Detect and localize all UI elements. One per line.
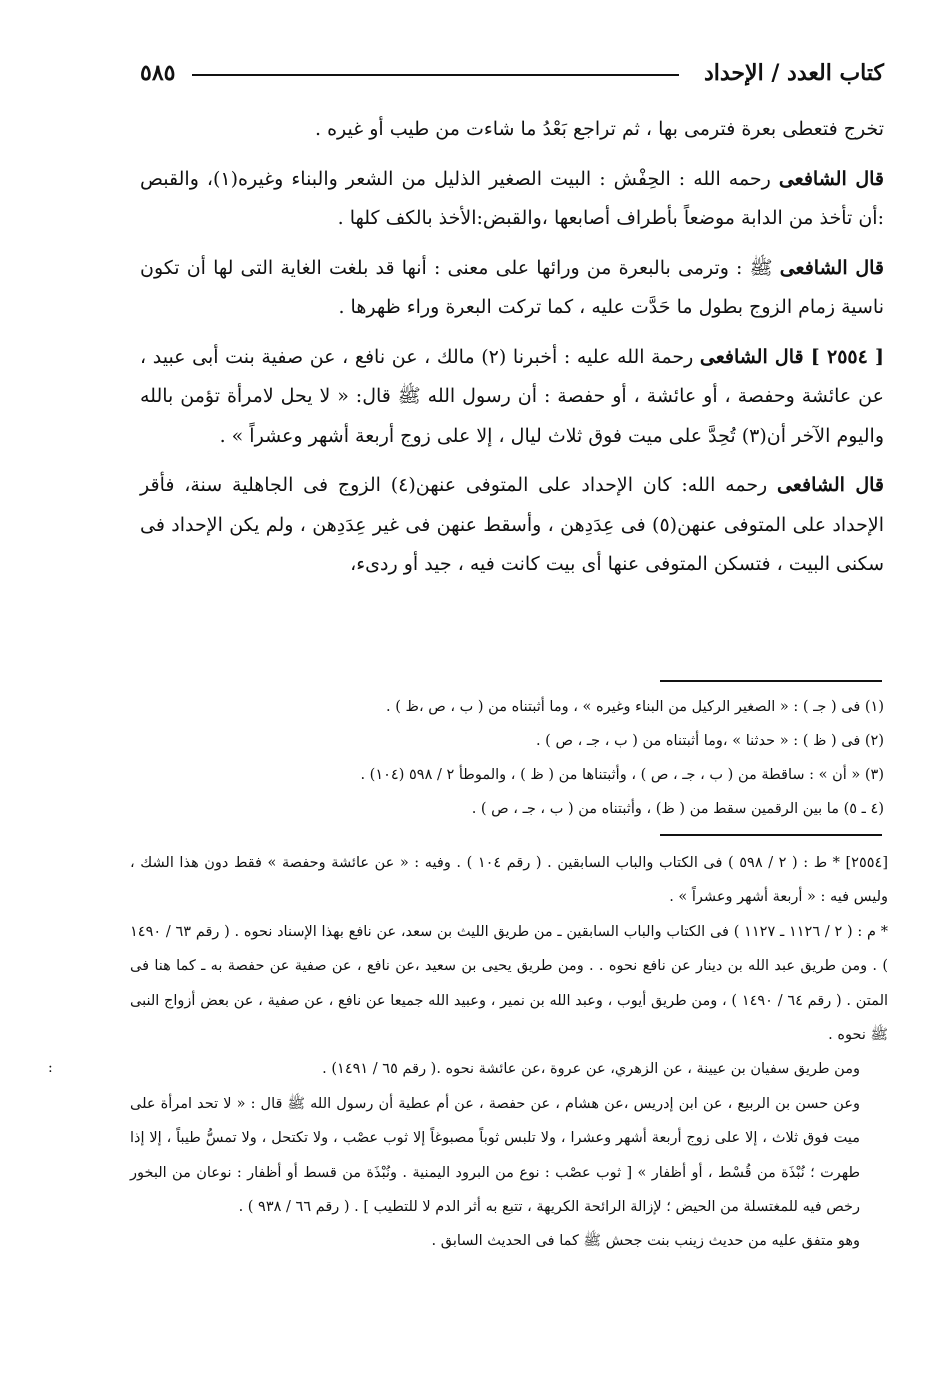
footnote: (١) فى ( جـ ) : « الصغير الركيل من البناء وغيره » ، وما أثبتناه من ( ب ، ص ،ظ ) .	[386, 699, 884, 715]
paragraph-lead: [ ٢٥٥٤ ] قال الشافعى	[699, 345, 884, 368]
paragraph: تخرج فتعطى بعرة فترمى بها ، ثم تراجع بَعْدُ ما شاءت من طيب أو غيره .	[315, 118, 884, 140]
margin-mark: :	[48, 1060, 53, 1076]
main-text	[140, 110, 884, 595]
page-number: ٥٨٥	[140, 60, 176, 86]
paragraph: قال الشافعى رحمه الله : الحِفْش : البيت الصغير الذليل من الشعر والبناء وغيره(١)، والقبص :أن تأخذ من الدابة موضعاً بأطراف أصابعها ،والقبض:الأخذ بالكف كلها .	[140, 167, 884, 229]
running-header	[140, 58, 884, 94]
annotation: وعن حسن بن الربيع ، عن ابن إدريس ،عن هشام ، عن حفصة ، عن أم عطية أن رسول الله ﷺ قال : « لا تحد امرأة على ميت فوق ثلاث ، إلا على زوج أربعة أشهر وعشرا ، ولا تلبس ثوباً مصبوغاً إلا ثوب عصْب ، ولا تكتحل ، ولا تمسُّ طيباً ، إلا إذا طهرت ؛ نُبْذَة من قُسْط ، أو أظفار » [ ثوب عصْب : نوع من البرود اليمنية . ونُبْذَة من قسط أو أظفار : نوعان من البخور رخص فيه للمغتسلة من الحيض ؛ لإزالة الرائحة الكريهة ، تتبع به أثر الدم لا للتطيب ] . ( رقم ٦٦ / ٩٣٨ ) .	[130, 1095, 860, 1216]
footnote: (٢) فى ( ظ ) : « حدثنا » ،وما أثبتناه من ( ب ، جـ ، ص ) .	[535, 733, 884, 749]
annotation: [٢٥٥٤] * ط : ( ٢ / ٥٩٨ ) فى الكتاب والباب السابقين . ( رقم ١٠٤ ) . وفيه : « عن عائشة وحفصة » فقط دون هذا الشك ، وليس فيه : « أربعة أشهر وعشراً » .	[130, 855, 888, 906]
annotation: ومن طريق سفيان بن عيينة ، عن الزهري، عن عروة ،عن عائشة نحوه .( رقم ٦٥ / ١٤٩١) .	[322, 1061, 860, 1078]
paragraph: [ ٢٥٥٤ ] قال الشافعى رحمة الله عليه : أخبرنا (٢) مالك ، عن نافع ، عن صفية بنت أبى عبيد ، عن عائشة وحفصة ، أو عائشة ، أو حفصة : أن رسول الله ﷺ قال: « لا يحل لامرأة تؤمن بالله واليوم الآخر أن(٣) تُحِدَّ على ميت فوق ثلاث ليال ، إلا على زوج أربعة أشهر وعشراً » .	[140, 345, 884, 447]
footnote: (٤ ـ ٥) ما بين الرقمين سقط من ( ظ) ، وأثبتناه من ( ب ، جـ ، ص ) .	[471, 801, 884, 817]
takhrij-annotations	[130, 846, 888, 1259]
footnotes	[140, 690, 884, 826]
annotation: * م : ( ٢ / ١١٢٦ ـ ١١٢٧ ) فى الكتاب والباب السابقين ـ من طريق الليث بن سعد، عن نافع بهذا الإسناد نحوه . ( رقم ٦٣ / ١٤٩٠ ) . ومن طريق عبد الله بن دينار عن نافع نحوه . . ومن طريق يحيى بن سعيد ،عن نافع ، عن صفية عن حفصة به ـ كما هنا فى المتن . ( رقم ٦٤ / ١٤٩٠ ) ، ومن طريق أيوب ، وعبد الله بن نمير ، وعبيد الله جميعا عن نافع ، عن صفية ، عن بعض أزواج النبى ﷺ نحوه .	[130, 923, 889, 1044]
paragraph: قال الشافعى رحمه الله: كان الإحداد على المتوفى عنهن(٤) الزوج فى الجاهلية سنة، فأقر الإحداد على المتوفى عنهن(٥) فى عِدَدِهن ، وأسقط عنهن فى غير عِدَدِهن ، ولم يكن الإحداد فى سكنى البيت ، فتسكن المتوفى عنها أى بيت كانت فيه ، جيد أو ردىء،	[140, 474, 884, 575]
paragraph: قال الشافعى ﷺ : وترمى بالبعرة من ورائها على معنى : أنها قد بلغت الغاية التى لها أن تكون ناسية زمام الزوج بطول ما حَدَّت عليه ، كما تركت البعرة وراء ظهرها .	[140, 256, 884, 318]
footnote-rule	[660, 680, 882, 682]
footnote: (٣) « أن » : ساقطة من ( ب ، جـ ، ص ) ، وأثبتناها من ( ظ ) ، والموطأ ٢ / ٥٩٨ (١٠٤) .	[360, 767, 884, 783]
paragraph-lead: قال الشافعى	[777, 474, 884, 496]
annotation: وهو متفق عليه من حديث زينب بنت جحش ﷺ كما فى الحديث السابق .	[431, 1233, 860, 1250]
annotation-rule	[660, 834, 882, 836]
paragraph-lead: قال الشافعى	[778, 167, 884, 190]
paragraph-lead: قال الشافعى	[779, 256, 884, 279]
header-rule	[192, 74, 679, 76]
running-title: كتاب العدد / الإحداد	[703, 60, 884, 86]
